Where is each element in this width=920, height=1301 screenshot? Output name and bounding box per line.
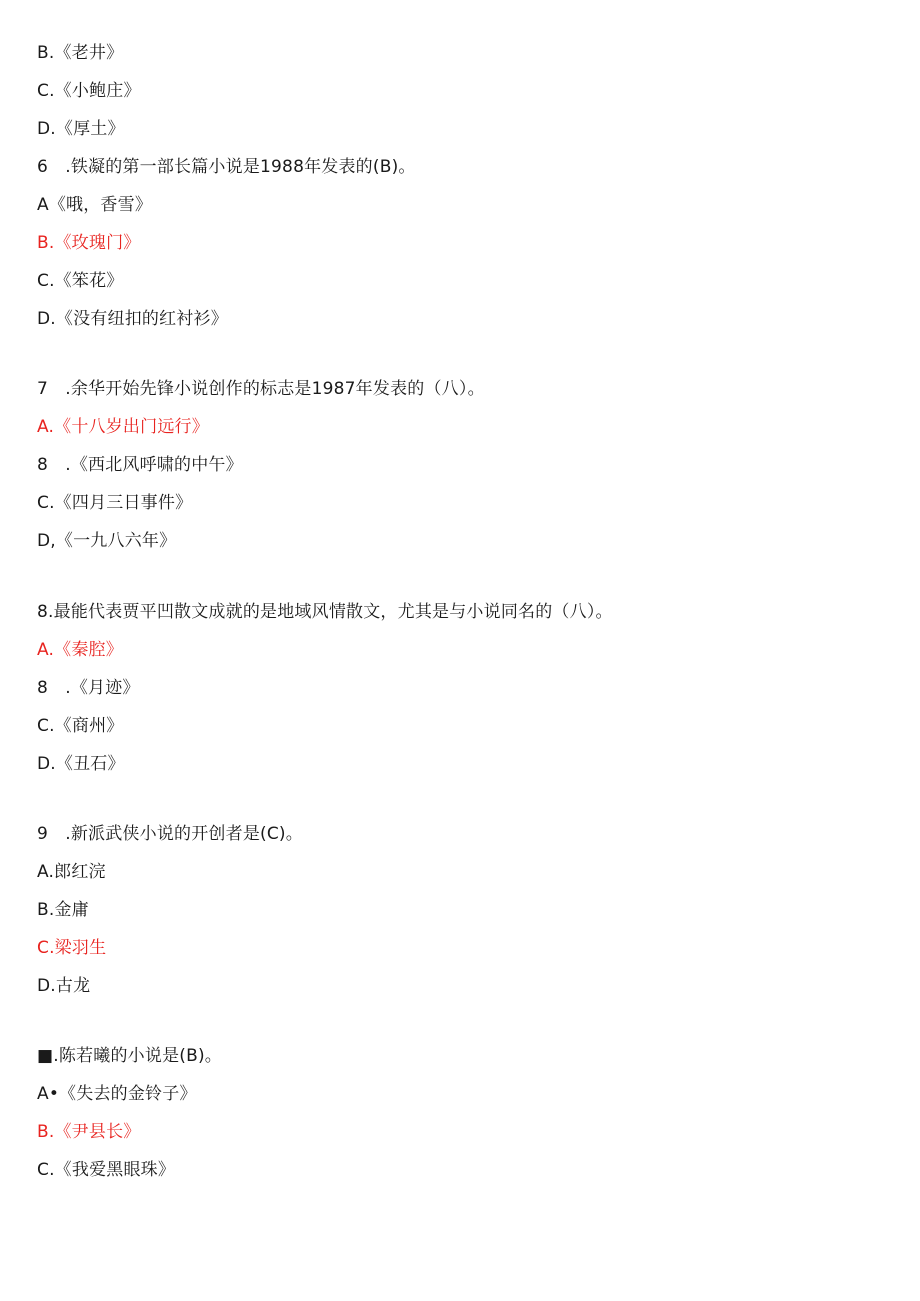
answer-option-line: B.《玫瑰门》 <box>37 233 141 253</box>
option-line: 8 .《月迹》 <box>37 678 140 698</box>
question-line: 9 .新派武侠小说的开创者是(C)。 <box>37 824 303 844</box>
question-line: 8.最能代表贾平凹散文成就的是地域风情散文，尤其是与小说同名的（八）。 <box>37 602 613 622</box>
option-line: C.《小鲍庄》 <box>37 81 141 101</box>
option-line: A•《失去的金铃子》 <box>37 1084 197 1104</box>
option-line: C.《四月三日事件》 <box>37 493 193 513</box>
option-line: B.金庸 <box>37 900 89 920</box>
option-line: D.古龙 <box>37 976 91 996</box>
option-line: C.《商州》 <box>37 716 124 736</box>
answer-option-line: A.《十八岁出门远行》 <box>37 417 209 437</box>
answer-option-line: B.《尹县长》 <box>37 1122 141 1142</box>
option-line: C.《笨花》 <box>37 271 124 291</box>
question-line: 7 .余华开始先锋小说创作的标志是1987年发表的（八）。 <box>37 379 485 399</box>
option-line: D,《一九八六年》 <box>37 531 177 551</box>
option-line: D.《没有纽扣的红衬衫》 <box>37 309 228 329</box>
answer-option-line: C.梁羽生 <box>37 938 107 958</box>
question-line: 6 .铁凝的第一部长篇小说是1988年发表的(B)。 <box>37 157 416 177</box>
option-line: B.《老井》 <box>37 43 124 63</box>
option-line: C.《我爱黑眼珠》 <box>37 1160 176 1180</box>
option-line: D.《厚土》 <box>37 119 125 139</box>
option-line: D.《丑石》 <box>37 754 125 774</box>
option-line: A.郎红浣 <box>37 862 106 882</box>
option-line: 8 .《西北风呼啸的中午》 <box>37 455 243 475</box>
question-line: ■.陈若曦的小说是(B)。 <box>37 1046 222 1066</box>
answer-option-line: A.《秦腔》 <box>37 640 123 660</box>
option-line: A《哦，香雪》 <box>37 195 153 215</box>
